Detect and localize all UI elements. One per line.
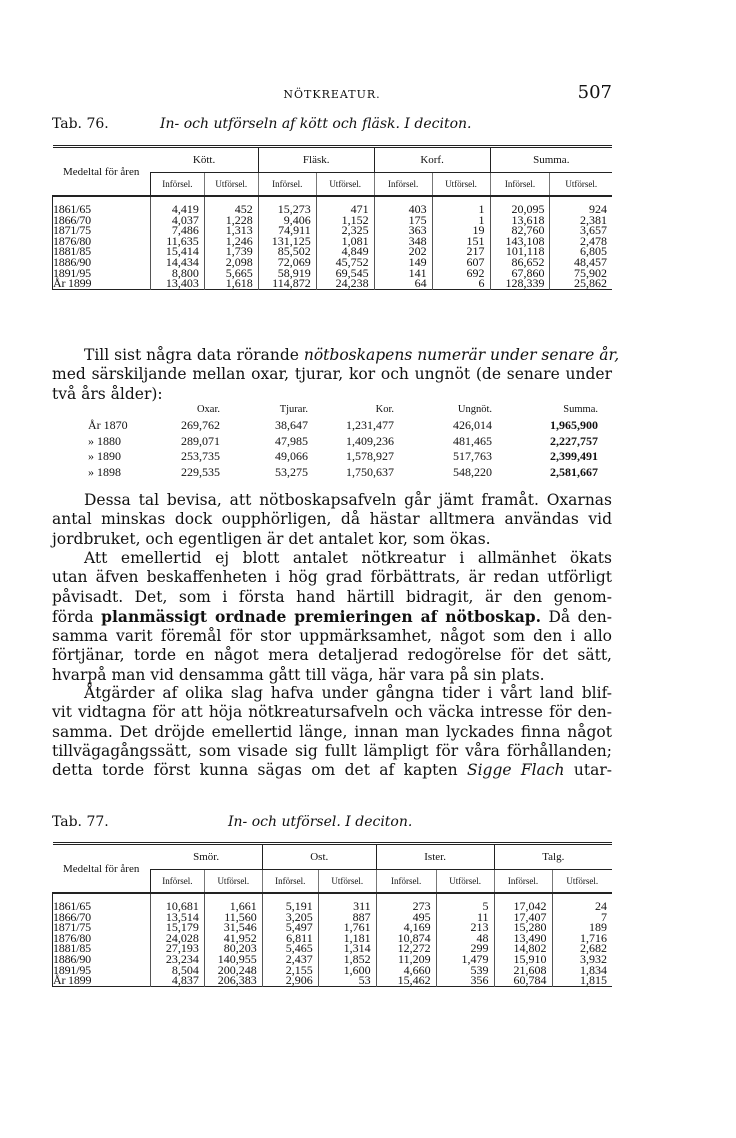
table-cell: 49,066 [275, 449, 308, 464]
subheader-export: Utförsel. [204, 173, 258, 197]
subheader-import: Införsel. [258, 173, 316, 197]
table-cell: 75,902 [550, 268, 612, 279]
table-cell: 363 [374, 225, 432, 236]
table-cell: 12,272 [376, 943, 436, 954]
para-text: påvisadt. Det, som i första hand härtill bidragit, är den genom- [52, 587, 612, 606]
para-text: samma varit föremål för stor uppmärksamhet, något som den i allo [52, 627, 612, 646]
table-76-caption: In- och utförseln af kött och fläsk. I deciton. [160, 116, 472, 132]
para-text: hvarpå man vid densamma gått till väga, här vara på sin plats. [52, 665, 545, 684]
running-header [52, 82, 612, 106]
para-text: förtjänar, torde en något mera detaljerad redogörelse för det sätt, [52, 646, 612, 665]
table-cell: 15,414 [150, 246, 204, 257]
table-cell: 1,246 [204, 236, 258, 247]
table-cell: 31,546 [204, 922, 262, 933]
table-cell: 8,800 [150, 268, 204, 279]
year-label: År 1870 [88, 418, 128, 433]
row-label-text: 1871/75 [53, 920, 91, 935]
table-cell: 131,125 [258, 236, 316, 247]
para-text-bold: planmässigt ordnade premieringen af nötboskap. [101, 606, 541, 626]
row-header: Medeltal för åren [63, 862, 140, 875]
total-cell: 2,581,667 [550, 464, 598, 479]
total-cell: 1,965,900 [550, 418, 598, 433]
table-cell: 15,462 [376, 975, 436, 986]
table-cell: 7 [552, 912, 612, 923]
group-header: Talg. [494, 844, 612, 870]
table-cell: 269,762 [181, 418, 220, 433]
subheader-import: Införsel. [376, 870, 436, 894]
table-cell: 15,910 [494, 954, 552, 965]
table-cell: 1,618 [204, 278, 258, 289]
table-cell: 38,647 [275, 418, 308, 433]
table-cell: 67,860 [490, 268, 550, 279]
table-cell: 45,752 [316, 257, 374, 268]
table-cell: 273 [376, 893, 436, 912]
table-cell: 1,852 [318, 954, 376, 965]
table-cell: 1,314 [318, 943, 376, 954]
table-cell: 1,409,236 [346, 433, 394, 448]
subheader-import: Införsel. [490, 173, 550, 197]
table-row [88, 434, 600, 450]
table-cell: 1 [432, 215, 490, 226]
table-cell: 5,465 [262, 943, 318, 954]
subheader-import: Införsel. [150, 173, 204, 197]
table-cell: 4,660 [376, 965, 436, 976]
table-cell: 213 [436, 922, 494, 933]
table-cell: 5,665 [204, 268, 258, 279]
table-cell: 5 [436, 893, 494, 912]
para-text: antal minskas dock oupphörligen, då hästar alltmera användas vid [52, 510, 612, 529]
para-text: jordbruket, och egentligen är det antalet kor, som ökas. [52, 529, 491, 548]
group-header: Ister. [376, 844, 494, 870]
table-cell: 13,403 [150, 278, 204, 289]
table-cell: 143,108 [490, 236, 550, 247]
subheader-export: Utförsel. [204, 870, 262, 894]
table-row [53, 893, 613, 912]
year-label: » 1890 [88, 449, 121, 464]
table-cell: 311 [318, 893, 376, 912]
table-cell: 85,502 [258, 246, 316, 257]
table-cell: 15,179 [150, 922, 204, 933]
table-cell: 200,248 [204, 965, 262, 976]
table-cell: 206,383 [204, 975, 262, 986]
table-cell: 10,874 [376, 933, 436, 944]
group-header: Fläsk. [258, 147, 374, 173]
col-header: Kor. [375, 404, 394, 415]
table-cell: 2,906 [262, 975, 318, 986]
table-cell: 1,761 [318, 922, 376, 933]
table-cell: 1,081 [316, 236, 374, 247]
table-cell: 140,955 [204, 954, 262, 965]
table-cell: 114,872 [258, 278, 316, 289]
row-header: Medeltal för åren [63, 165, 140, 178]
row-label [53, 975, 151, 986]
table-cell: 10,681 [150, 893, 204, 912]
table-cell: 452 [204, 196, 258, 215]
table-cell: 1,739 [204, 246, 258, 257]
table-cell: 356 [436, 975, 494, 986]
table-cell: 53 [318, 975, 376, 986]
table-cell: 19 [432, 225, 490, 236]
row-label-text: 1891/95 [53, 265, 91, 280]
table-cell: 17,407 [494, 912, 552, 923]
table-cell: 74,911 [258, 225, 316, 236]
table-cell: 141 [374, 268, 432, 279]
table-cell: 11,635 [150, 236, 204, 247]
row-label-text: 1881/85 [53, 244, 91, 259]
page-number: 507 [577, 82, 612, 103]
table-cell: 11,560 [204, 912, 262, 923]
row-label-text: 1886/90 [53, 254, 91, 269]
para-text: Åtgärder af olika slag hafva under gångna tider i vårt land blif- [84, 684, 612, 702]
table-76-label: Tab. 76. [52, 116, 109, 132]
table-76 [52, 145, 612, 290]
table-cell: 1,661 [204, 893, 262, 912]
paragraph-intro [52, 346, 620, 404]
row-label-text: 1866/70 [53, 909, 91, 924]
table-cell: 48 [436, 933, 494, 944]
row-label-text: 1886/90 [53, 951, 91, 966]
subheader-export: Utförsel. [436, 870, 494, 894]
para-text: utan äfven beskaffenheten i hög grad förbättrats, är redan utförligt [52, 568, 612, 587]
cattle-count-table [88, 404, 600, 480]
table-cell: 202 [374, 246, 432, 257]
table-cell: 86,652 [490, 257, 550, 268]
table-cell: 253,735 [181, 449, 220, 464]
para-text: två års ålder): [52, 384, 163, 403]
total-cell: 2,399,491 [550, 449, 598, 464]
table-cell: 229,535 [181, 464, 220, 479]
col-header: Summa. [563, 404, 598, 415]
table-cell: 24,028 [150, 933, 204, 944]
subheader-import: Införsel. [494, 870, 552, 894]
table-cell: 4,837 [150, 975, 204, 986]
row-label-text: 1891/95 [53, 962, 91, 977]
table-cell: 6,811 [262, 933, 318, 944]
row-label-text: 1881/85 [53, 941, 91, 956]
table-cell: 4,419 [150, 196, 204, 215]
table-cell: 72,069 [258, 257, 316, 268]
table-row [53, 196, 613, 215]
para-text: detta torde först kunna sägas om det af kapten [52, 761, 458, 780]
table-cell: 14,434 [150, 257, 204, 268]
table-cell: 17,042 [494, 893, 552, 912]
table-cell: 887 [318, 912, 376, 923]
row-label [53, 278, 151, 289]
para-text: tillvägagångssätt, som visade sig fullt lämpligt för våra förhållanden; [52, 741, 612, 760]
table-cell: 7,486 [150, 225, 204, 236]
table-77-body [53, 893, 613, 986]
table-cell: 495 [376, 912, 436, 923]
table-cell: 6 [432, 278, 490, 289]
table-cell: 21,608 [494, 965, 552, 976]
table-cell: 69,545 [316, 268, 374, 279]
table-cell: 15,280 [494, 922, 552, 933]
table-cell: 11 [436, 912, 494, 923]
table-cell: 1,313 [204, 225, 258, 236]
para-text: förda [52, 607, 94, 626]
table-cell: 2,682 [552, 943, 612, 954]
table-cell: 189 [552, 922, 612, 933]
group-header: Ost. [262, 844, 376, 870]
table-cell: 4,169 [376, 922, 436, 933]
table-cell: 151 [432, 236, 490, 247]
year-label: » 1898 [88, 464, 121, 479]
row-label-text: 1861/65 [53, 899, 91, 913]
col-header: Tjurar. [279, 404, 308, 415]
row-label-text: 1861/65 [53, 202, 91, 216]
table-cell: 14,802 [494, 943, 552, 954]
subheader-export: Utförsel. [550, 173, 612, 197]
table-cell: 1,231,477 [346, 418, 394, 433]
table-cell: 1,578,927 [346, 449, 394, 464]
subheader-import: Införsel. [374, 173, 432, 197]
subheader-export: Utförsel. [316, 173, 374, 197]
subheader-export: Utförsel. [552, 870, 612, 894]
paragraph-4 [52, 684, 612, 780]
table-cell: 924 [550, 196, 612, 215]
running-title: NÖTKREATUR. [283, 88, 381, 101]
paragraph-2 [52, 491, 612, 549]
table-cell: 217 [432, 246, 490, 257]
table-cell: 2,478 [550, 236, 612, 247]
row-label-text: 1876/80 [53, 233, 91, 248]
group-header: Smör. [150, 844, 262, 870]
table-cell: 64 [374, 278, 432, 289]
paragraph-3 [52, 549, 612, 685]
table-cell: 607 [432, 257, 490, 268]
para-text: med särskiljande mellan oxar, tjurar, kor och ungnöt (de senare under [52, 365, 612, 384]
table-cell: 2,381 [550, 215, 612, 226]
table-cell: 2,155 [262, 965, 318, 976]
table-cell: 692 [432, 268, 490, 279]
table-cell: 539 [436, 965, 494, 976]
table-cell: 82,760 [490, 225, 550, 236]
subheader-export: Utförsel. [318, 870, 376, 894]
para-text-italic: Sigge Flach [466, 761, 565, 780]
table-cell: 23,234 [150, 954, 204, 965]
table-cell: 60,784 [494, 975, 552, 986]
subheader-import: Införsel. [262, 870, 318, 894]
table-cell: 11,209 [376, 954, 436, 965]
total-cell: 2,227,757 [550, 433, 598, 448]
table-cell: 1,152 [316, 215, 374, 226]
table-cell: 128,339 [490, 278, 550, 289]
table-cell: 175 [374, 215, 432, 226]
table-cell: 24,238 [316, 278, 374, 289]
para-text: Då den- [548, 607, 612, 626]
table-77-label: Tab. 77. [52, 814, 109, 830]
table-cell: 3,932 [552, 954, 612, 965]
table-cell: 5,191 [262, 893, 318, 912]
table-cell: 481,465 [453, 433, 492, 448]
table-cell: 53,275 [275, 464, 308, 479]
group-header: Korf. [374, 147, 490, 173]
table-cell: 548,220 [453, 464, 492, 479]
table-cell: 13,618 [490, 215, 550, 226]
para-text: Dessa tal bevisa, att nötboskapsafveln går jämt framåt. Oxarnas [84, 491, 612, 509]
table-77 [52, 842, 612, 987]
table-cell: 1,815 [552, 975, 612, 986]
cattle-count-body [88, 418, 600, 480]
col-header: Ungnöt. [457, 404, 492, 415]
table-cell: 6,805 [550, 246, 612, 257]
table-cell: 58,919 [258, 268, 316, 279]
table-cell: 1,228 [204, 215, 258, 226]
table-cell: 2,098 [204, 257, 258, 268]
table-cell: 2,437 [262, 954, 318, 965]
table-cell: 1,750,637 [346, 464, 394, 479]
table-cell: 101,118 [490, 246, 550, 257]
year-label: » 1880 [88, 433, 121, 448]
table-cell: 13,514 [150, 912, 204, 923]
table-cell: 27,193 [150, 943, 204, 954]
group-header: Kött. [150, 147, 258, 173]
table-row [53, 278, 613, 289]
table-cell: 5,497 [262, 922, 318, 933]
table-cell: 299 [436, 943, 494, 954]
table-cell: 48,457 [550, 257, 612, 268]
table-cell: 1,716 [552, 933, 612, 944]
table-cell: 24 [552, 893, 612, 912]
para-text: utar- [573, 761, 613, 780]
table-cell: 517,763 [453, 449, 492, 464]
table-cell: 3,657 [550, 225, 612, 236]
table-row [88, 418, 600, 434]
table-cell: 1,479 [436, 954, 494, 965]
table-cell: 4,037 [150, 215, 204, 226]
row-label-text: 1876/80 [53, 930, 91, 945]
row-label-text: 1866/70 [53, 212, 91, 227]
table-cell: 1,600 [318, 965, 376, 976]
table-cell: 1 [432, 196, 490, 215]
table-cell: 289,071 [181, 433, 220, 448]
para-text: samma. Det dröjde emellertid länge, innan man lyckades finna något [52, 722, 612, 741]
table-cell: 426,014 [453, 418, 492, 433]
subheader-import: Införsel. [150, 870, 204, 894]
table-cell: 149 [374, 257, 432, 268]
table-77-caption: In- och utförsel. I deciton. [228, 814, 413, 830]
table-cell: 403 [374, 196, 432, 215]
table-row [88, 449, 600, 465]
table-cell: 41,952 [204, 933, 262, 944]
table-row [88, 465, 600, 481]
table-cell: 348 [374, 236, 432, 247]
table-cell: 20,095 [490, 196, 550, 215]
subheader-export: Utförsel. [432, 173, 490, 197]
row-label-text: 1871/75 [53, 223, 91, 238]
table-76-body [53, 196, 613, 289]
col-header: Oxar. [196, 404, 220, 415]
table-cell: 1,181 [318, 933, 376, 944]
para-text: Att emellertid ej blott antalet nötkreatur i allmänhet ökats [84, 549, 612, 567]
table-cell: 80,203 [204, 943, 262, 954]
table-cell: 4,849 [316, 246, 374, 257]
table-cell: 471 [316, 196, 374, 215]
table-row [53, 975, 613, 986]
group-header: Summa. [490, 147, 612, 173]
table-cell: 9,406 [258, 215, 316, 226]
table-cell: 1,834 [552, 965, 612, 976]
table-cell: 47,985 [275, 433, 308, 448]
table-cell: 15,273 [258, 196, 316, 215]
table-cell: 25,862 [550, 278, 612, 289]
row-label-text: År 1899 [53, 276, 92, 291]
table-cell: 8,504 [150, 965, 204, 976]
para-text-italic: nötboskapens numerär under senare år, [303, 346, 620, 364]
table-cell: 3,205 [262, 912, 318, 923]
para-text: vit vidtagna för att höja nötkreatursafveln och väcka intresse för den- [52, 703, 612, 722]
para-text: Till sist några data rörande [84, 346, 299, 364]
table-cell: 13,490 [494, 933, 552, 944]
row-label-text: År 1899 [53, 973, 92, 988]
table-cell: 2,325 [316, 225, 374, 236]
